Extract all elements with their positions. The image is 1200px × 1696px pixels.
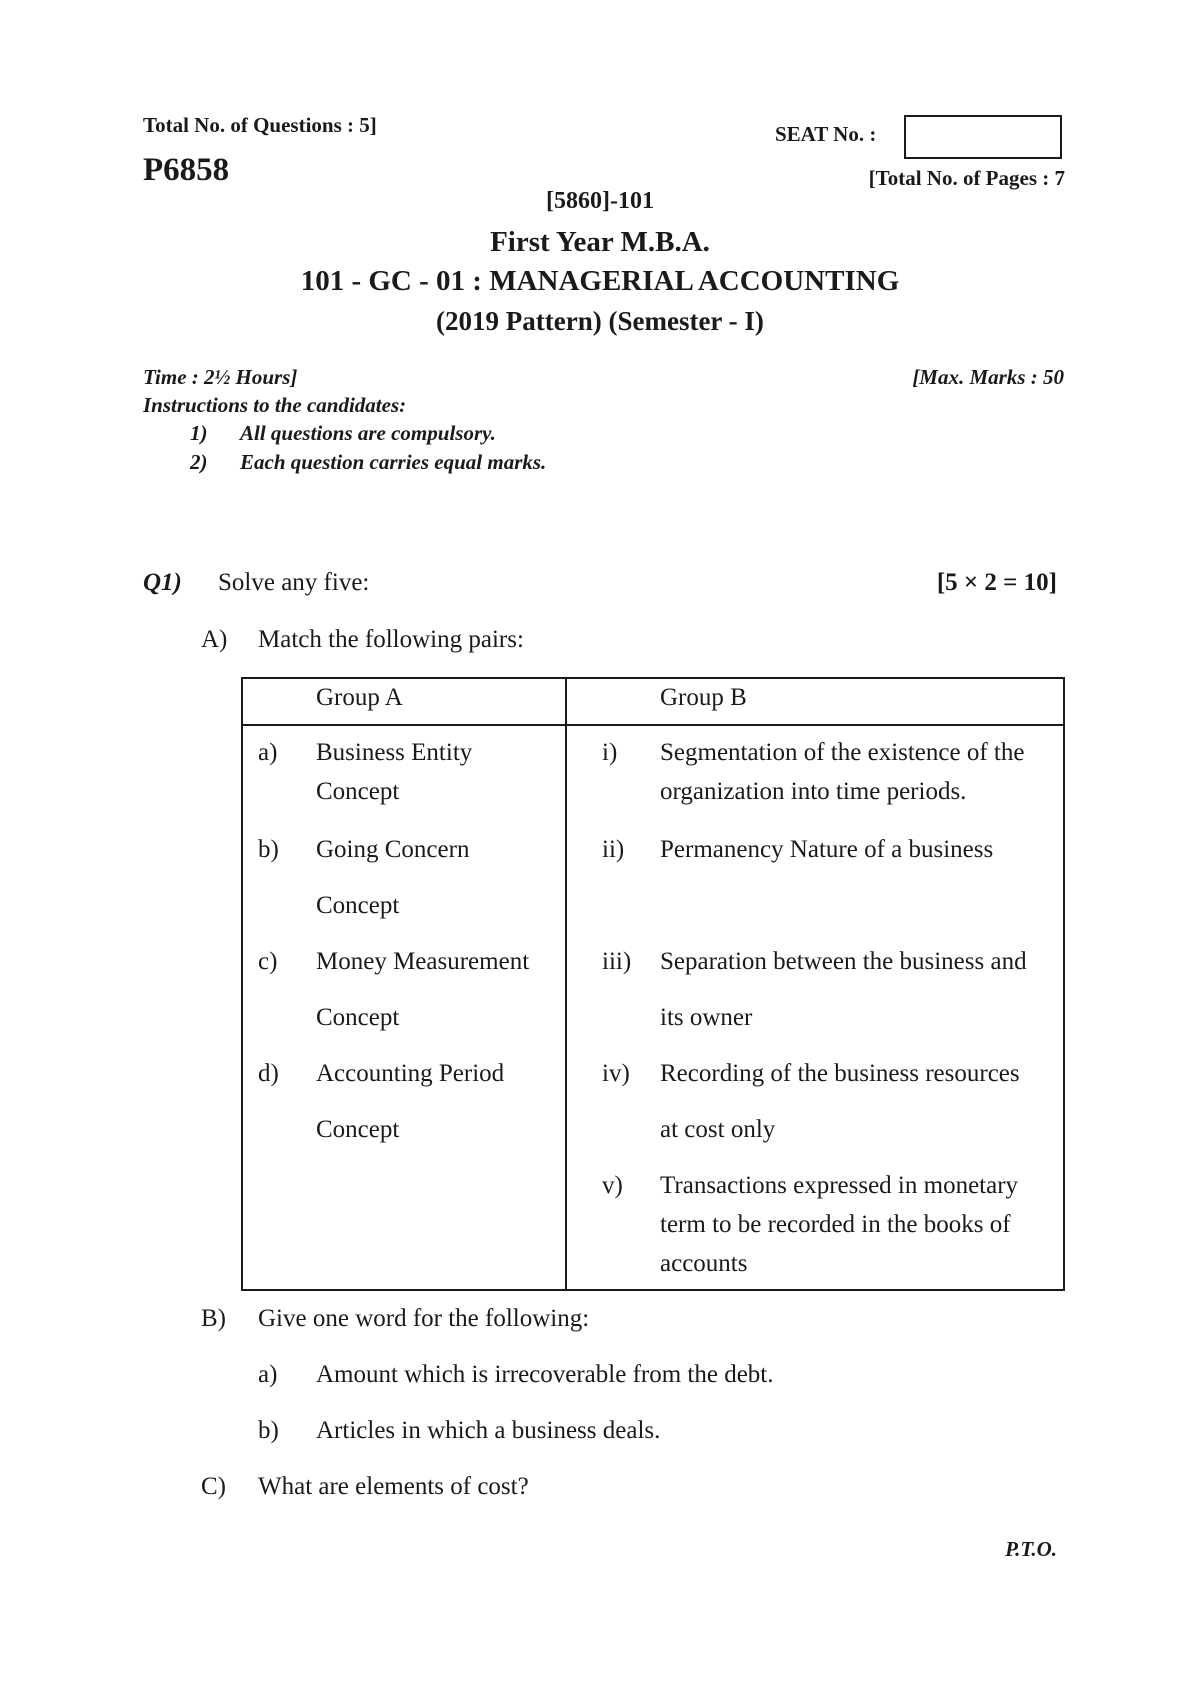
group-b-key: iv) (602, 1060, 630, 1087)
subquestion-text: Match the following pairs: (258, 626, 524, 653)
question-marks: [5 × 2 = 10] (936, 569, 1057, 596)
group-b-item: Separation between the business and (660, 948, 1027, 975)
group-a-key: d) (258, 1060, 279, 1087)
exam-code: [5860]-101 (546, 188, 654, 214)
time-allowed: Time : 2½ Hours] (143, 365, 298, 389)
course-year: First Year M.B.A. (490, 226, 710, 258)
total-questions: Total No. of Questions : 5] (143, 113, 377, 137)
subquestion-label: B) (201, 1305, 226, 1332)
pattern-semester: (2019 Pattern) (Semester - I) (436, 306, 764, 336)
group-a-key: a) (258, 739, 278, 766)
group-a-item: Accounting Period (316, 1060, 505, 1087)
group-a-item: Money Measurement (316, 948, 530, 975)
group-b-item: Transactions expressed in monetary (660, 1172, 1019, 1199)
group-b-item: at cost only (660, 1116, 776, 1143)
total-pages: [Total No. of Pages : 7 (868, 166, 1065, 190)
subquestion-label: A) (201, 626, 228, 653)
group-a-key: b) (258, 836, 279, 863)
subquestion-label: C) (201, 1473, 226, 1500)
group-b-item: its owner (660, 1004, 753, 1031)
seat-number-box (904, 115, 1062, 159)
group-b-item: Permanency Nature of a business (660, 836, 994, 863)
max-marks: [Max. Marks : 50 (912, 365, 1064, 389)
item-text: Articles in which a business deals. (316, 1417, 661, 1444)
group-b-item: Recording of the business resources (660, 1060, 1020, 1087)
question-number: Q1) (143, 569, 182, 596)
seat-number-label: SEAT No. : (775, 122, 877, 146)
instruction-number: 1) (190, 421, 208, 445)
group-a-key: c) (258, 948, 278, 975)
subquestion-text: Give one word for the following: (258, 1305, 590, 1332)
group-b-item: term to be recorded in the books of (660, 1211, 1011, 1238)
group-a-header: Group A (316, 684, 403, 711)
instruction-text: Each question carries equal marks. (240, 450, 547, 474)
table-divider (565, 677, 567, 1291)
group-b-key: i) (602, 739, 618, 766)
group-a-item: Going Concern (316, 836, 470, 863)
paper-code: P6858 (143, 152, 230, 188)
group-b-item: accounts (660, 1250, 748, 1277)
subject-title: 101 - GC - 01 : MANAGERIAL ACCOUNTING (300, 265, 900, 297)
group-a-item: Concept (316, 778, 400, 805)
instruction-number: 2) (190, 450, 208, 474)
item-text: Amount which is irrecoverable from the debt. (316, 1361, 774, 1388)
group-a-item: Concept (316, 1116, 400, 1143)
table-header-rule (241, 724, 1065, 726)
group-a-item: Business Entity (316, 739, 473, 766)
question-text: Solve any five: (218, 569, 370, 596)
group-b-header: Group B (660, 684, 747, 711)
item-key: b) (258, 1417, 279, 1444)
group-b-item: Segmentation of the existence of the (660, 739, 1025, 766)
group-b-key: v) (602, 1172, 623, 1199)
group-a-item: Concept (316, 1004, 400, 1031)
page-turn-over: P.T.O. (1005, 1537, 1057, 1561)
group-b-key: ii) (602, 836, 625, 863)
item-key: a) (258, 1361, 278, 1388)
group-a-item: Concept (316, 892, 400, 919)
instruction-text: All questions are compulsory. (240, 421, 496, 445)
subquestion-text: What are elements of cost? (258, 1473, 529, 1500)
group-b-key: iii) (602, 948, 632, 975)
instructions-title: Instructions to the candidates: (143, 393, 407, 417)
group-b-item: organization into time periods. (660, 778, 967, 805)
